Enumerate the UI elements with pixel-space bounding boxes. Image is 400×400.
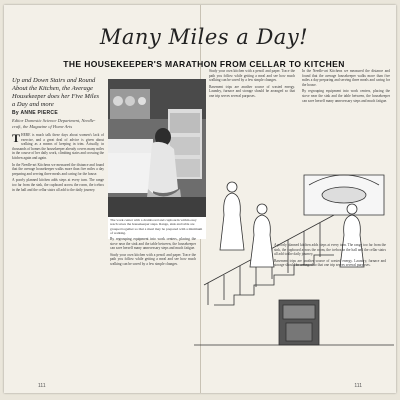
kitchen-photo-image — [108, 79, 206, 217]
article-subtitle: THE HOUSEKEEPER'S MARATHON FROM CELLAR TO KITCHEN — [63, 59, 345, 69]
photo-caption: The work center with a drainboard and cupboards within easy reach saves the housekeeper steps. Range, sink and table are grouped together so that a meal may be prepared with a minimum of walking. — [108, 217, 206, 239]
article-column-2 — [110, 237, 196, 383]
body-paragraph: In the Needle-art Kitchens we measured the distance and found that the average housekeeper walks more than five miles a day preparing and serving three meals and caring for the house. — [12, 162, 104, 176]
magazine-spread — [4, 5, 396, 393]
body-paragraph: Study your own kitchen with a pencil and paper. Trace the path you follow while getting a meal and see how much walking can be saved by a few simple changes. — [110, 252, 196, 266]
body-paragraph: Study your own kitchen with a pencil and paper. Trace the path you follow while getting a meal and see how much walking can be saved by a few simple changes. — [209, 69, 295, 83]
body-paragraph: By regrouping equipment into work centers, placing the stove near the sink and the table between, the housekeeper can save herself many unnecessary steps and much fatigue. — [302, 89, 390, 103]
article-title: Many Miles a Day! — [99, 25, 309, 49]
body-paragraph: Basement trips are another source of wasted energy. Laundry, furnace and storage should be arranged so that one trip serves several purposes. — [274, 258, 386, 268]
body-paragraph: HERE is much talk these days about women's lack of exercise, and a great deal of advice is given about walking as a means of keeping in trim. Actually, in thousands of homes the housekeeper already covers many miles in the course of her daily work, climbing stairs and crossing the kitchen again and again. — [12, 133, 104, 160]
author-credit: Editor Domestic Science Department, Needle-craft, the Magazine of Home Arts — [12, 118, 96, 129]
body-paragraph: By regrouping equipment into work centers, placing the stove near the sink and the table between, the housekeeper can save herself many unnecessary steps and much fatigue. — [110, 237, 196, 251]
body-paragraph: In the Needle-art Kitchens we measured the distance and found that the average housekeeper walks more than five miles a day preparing and serving three meals and caring for the house. — [302, 69, 390, 87]
article-column-5 — [274, 243, 386, 383]
page-number-left: 111 — [38, 383, 46, 389]
article-byline: By ANNE PIERCE — [12, 110, 58, 116]
page-number-right: 111 — [354, 383, 362, 389]
article-column-1 — [12, 133, 104, 383]
body-paragraph: Basement trips are another source of wasted energy. Laundry, furnace and storage should be arranged so that one trip serves several purposes. — [209, 84, 295, 98]
drop-cap: T — [12, 133, 21, 145]
body-paragraph: A poorly planned kitchen adds steps at every turn. The range too far from the sink, the cupboard across the room, the icebox in the hall and the cellar stairs all add to the daily journey. — [274, 243, 386, 257]
kitchen-photo — [108, 79, 206, 217]
article-lead: Up and Down Stairs and Round About the Kitchen, the Average Housekeeper does her Five Miles a Day and more — [12, 77, 99, 108]
body-paragraph: A poorly planned kitchen adds steps at every turn. The range too far from the sink, the cupboard across the room, the icebox in the hall and the cellar stairs all add to the daily journey. — [12, 178, 104, 192]
